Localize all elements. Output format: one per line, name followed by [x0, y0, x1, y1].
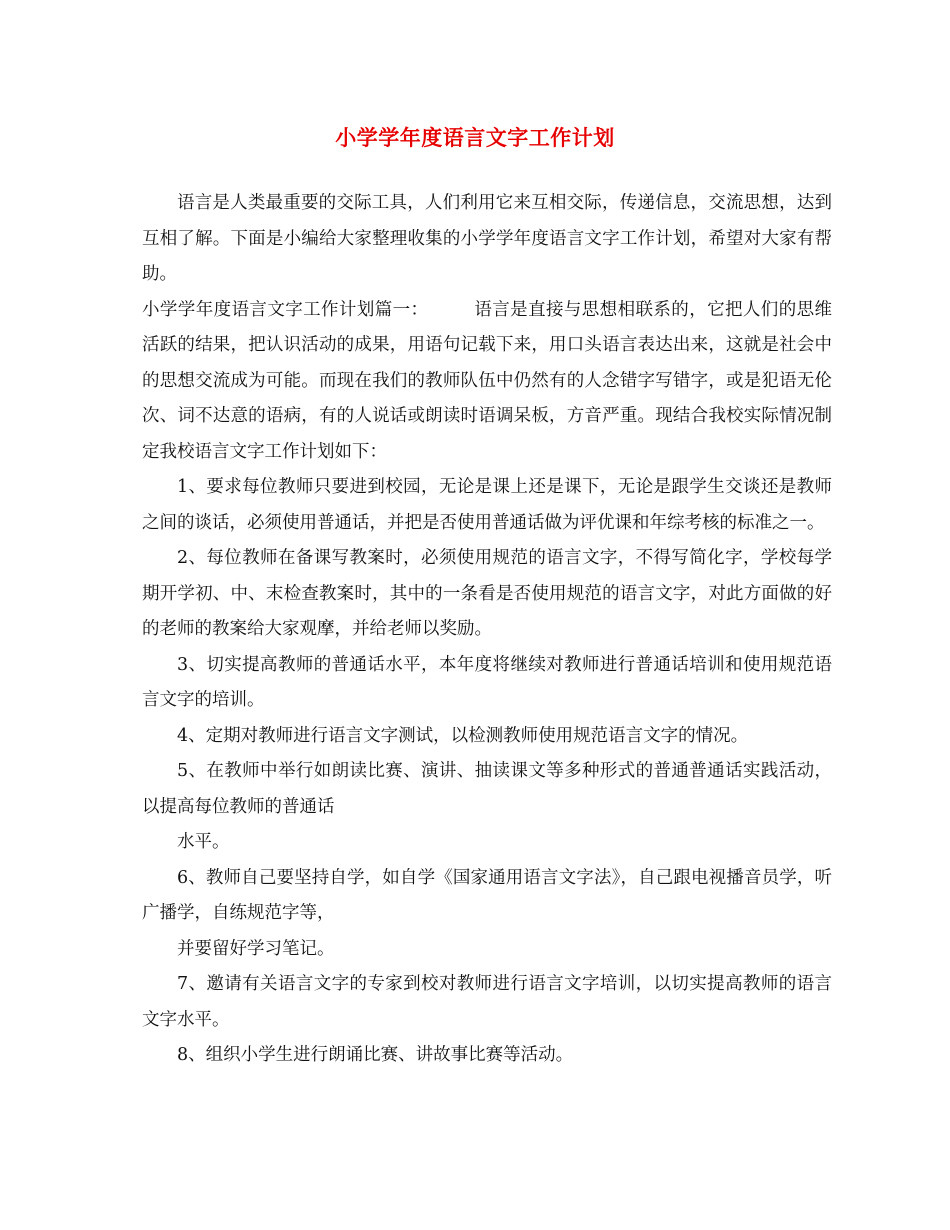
list-item-6-continuation: 并要留好学习笔记。: [177, 938, 335, 959]
list-item-3: 3、切实提高教师的普通话水平，本年度将继续对教师进行普通话培训和使用规范语言文字的培训。: [142, 654, 832, 710]
list-item-6: 6、教师自己要坚持自学，如自学《国家通用语言文字法》，自己跟电视播音员学，听广播学，自练规范字等，: [142, 867, 832, 923]
list-item-2: 2、每位教师在备课写教案时，必须使用规范的语言文字，不得写简化字，学校每学期开学初、中、末检查教案时，其中的一条看是否使用规范的语言文字，对此方面做的好的老师的教案给大家观摩，并给老师以奖励。: [142, 548, 832, 639]
document-body: [142, 186, 832, 1074]
list-item-5: 5、在教师中举行如朗读比赛、演讲、抽读课文等多种形式的普通普通话实践活动，以提高每位教师的普通话: [142, 761, 832, 817]
list-item-1: 1、要求每位教师只要进到校园，无论是课上还是课下，无论是跟学生交谈还是教师之间的谈话，必须使用普通话，并把是否使用普通话做为评优课和年综考核的标准之一。: [142, 477, 832, 533]
list-item-4: 4、定期对教师进行语言文字测试，以检测教师使用规范语言文字的情况。: [177, 725, 749, 746]
list-item-8: 8、组织小学生进行朗诵比赛、讲故事比赛等活动。: [177, 1045, 574, 1065]
section-paragraph: [142, 293, 832, 471]
section-heading: 小学学年度语言文字工作计划篇一：: [142, 299, 429, 320]
list-item-5-continuation: 水平。: [177, 832, 230, 852]
document-title: 小学学年度语言文字工作计划: [335, 125, 615, 150]
intro-paragraph: 语言是人类最重要的交际工具，人们利用它来互相交际，传递信息，交流思想，达到互相了解。下面是小编给大家整理收集的小学学年度语言文字工作计划，希望对大家有帮助。: [142, 193, 832, 284]
list-item-7: 7、邀请有关语言文字的专家到校对教师进行语言文字培训，以切实提高教师的语言文字水平。: [142, 974, 832, 1030]
section-lead: 语言是直接与思想相联系的，它把人们的思维活跃的结果，把认识活动的成果，用语句记载下来，用口头语言表达出来，这就是社会中的思想交流成为可能。而现在我们的教师队伍中仍然有的人念错字写错字，或是犯语无伦次、词不达意的语病，有的人说话或朗读时语调呆板，方音严重。现结合我校实际情况制定我校语言文字工作计划如下：: [142, 299, 833, 462]
